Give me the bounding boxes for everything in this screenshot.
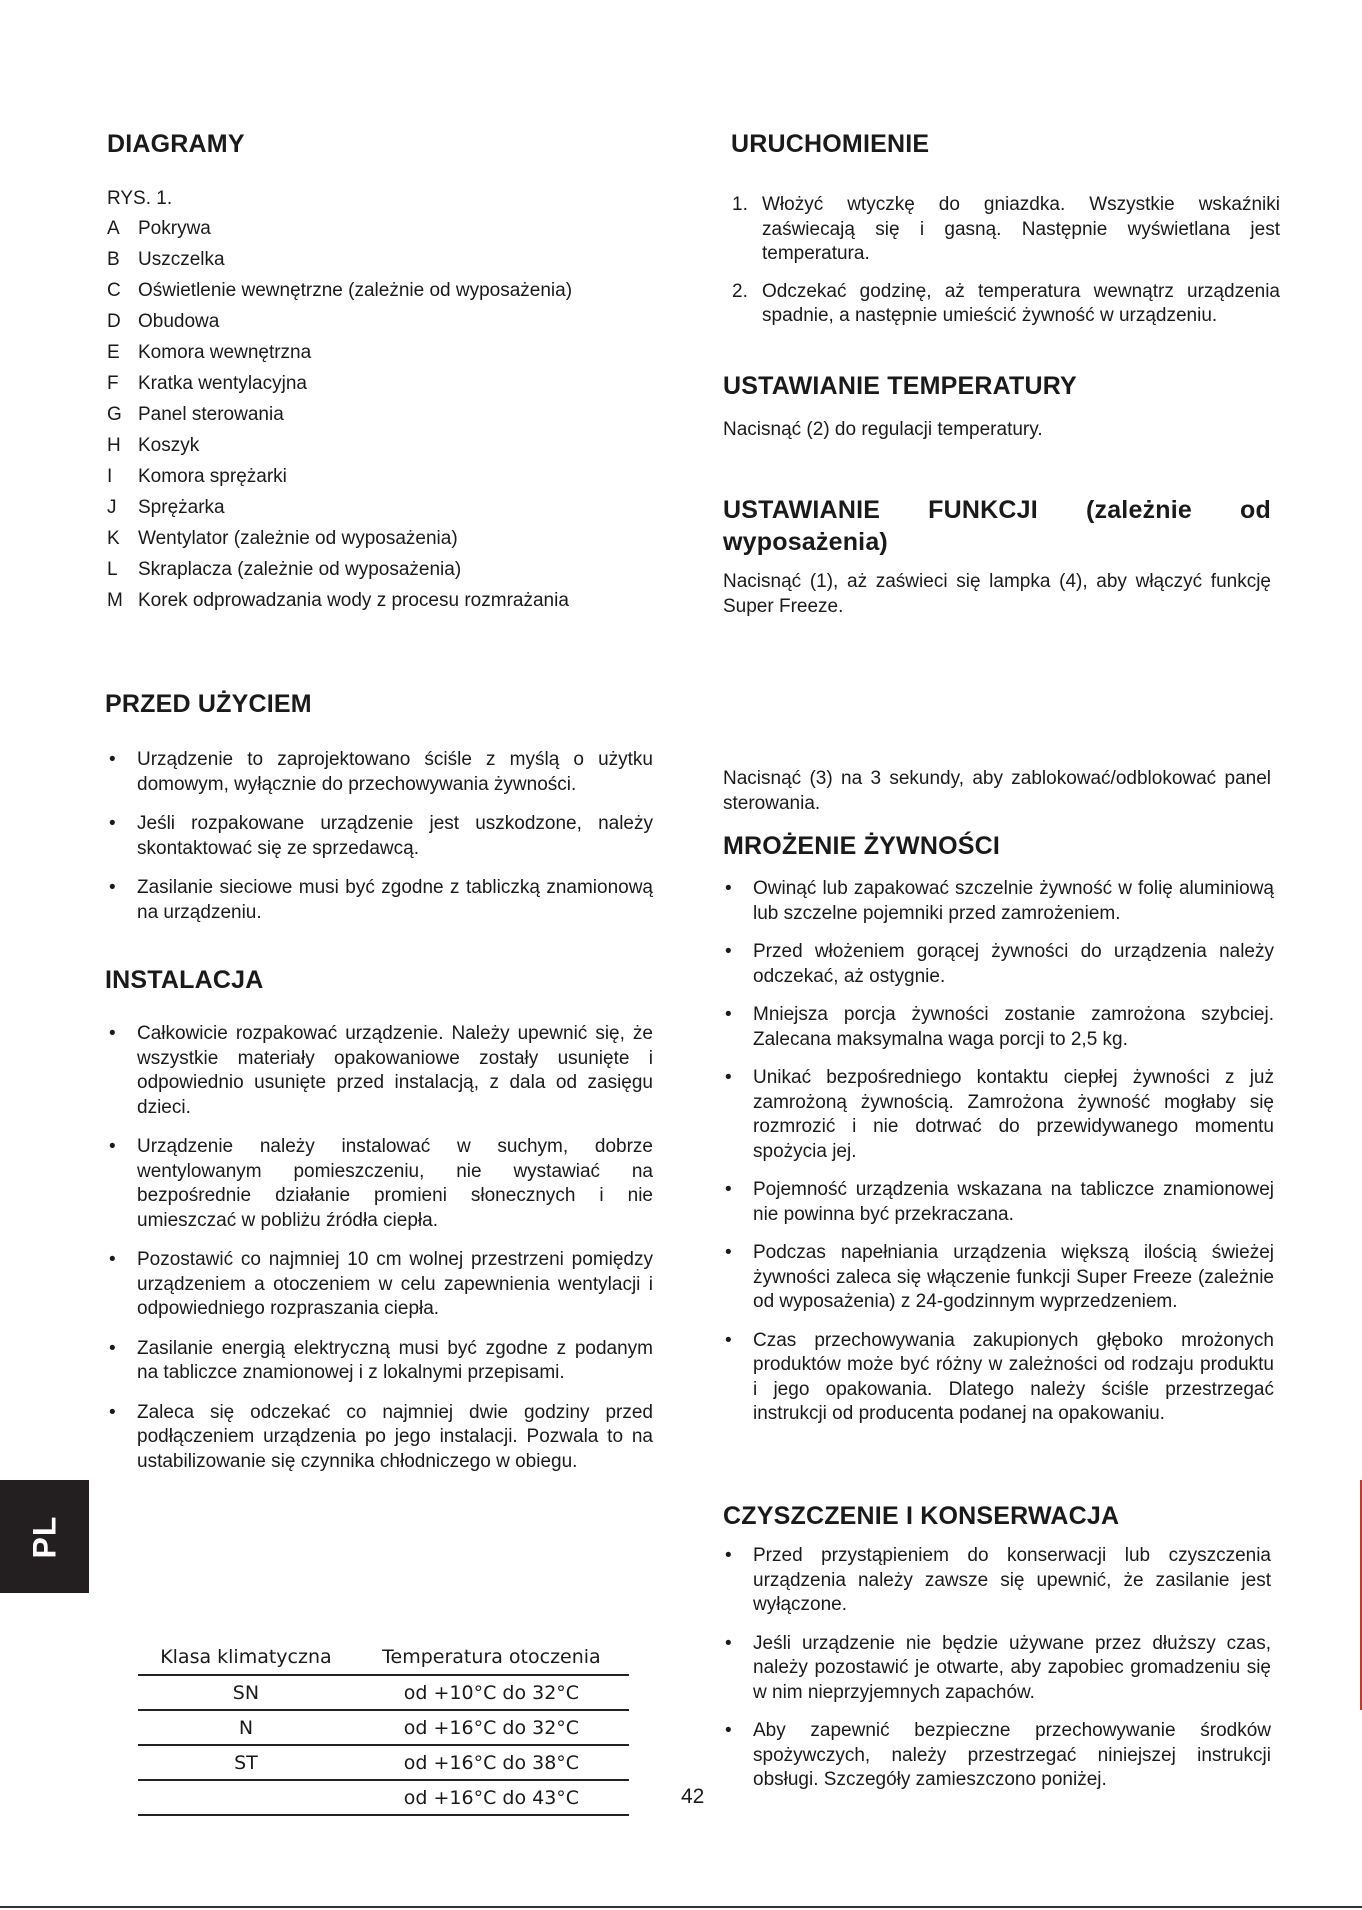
list-item: • Urządzenie to zaprojektowano ściśle z myślą o użytku domowym, wyłącznie do przechowywania żywności. <box>107 748 653 797</box>
list-item: • Czas przechowywania zakupionych głęboko mrożonych produktów może być różny w zależności od rodzaju produktu i jego opakowania. Dlatego należy ściśle przestrzegać instrukcji od producenta podanej na opakowaniu. <box>723 1329 1274 1427</box>
part-key: G <box>107 404 122 425</box>
diagram-part-item <box>107 310 219 334</box>
list-item: • Urządzenie należy instalować w suchym, dobrze wentylowanym pomieszczeniu, nie wystawiać na bezpośrednie działanie promieni słonecznych i nie umieszczać w pobliżu źródła ciepła. <box>107 1135 653 1233</box>
przed-uzyciem-list <box>107 748 653 925</box>
list-number: 1. <box>732 194 748 215</box>
list-item: • Zaleca się odczekać co najmniej dwie godziny przed podłączeniem urządzenia po jego instalacji. Pozwala to na ustabilizowanie się czynnika chłodniczego w obiegu. <box>107 1401 653 1475</box>
diagram-part-item <box>107 372 307 396</box>
part-label: Skraplacza (zależnie od wyposażenia) <box>138 559 462 580</box>
mrozenie-heading: MROŻENIE ŻYWNOŚCI <box>723 832 1001 860</box>
funkcji-text-2: Nacisnąć (3) na 3 sekundy, aby zablokować/odblokować panel sterowania. <box>723 768 1271 814</box>
uruchomienie-heading: URUCHOMIENIE <box>731 130 930 158</box>
diagram-part-item <box>107 558 461 582</box>
part-key: F <box>107 373 119 394</box>
part-key: E <box>107 342 120 363</box>
diagram-part-item <box>107 496 225 520</box>
diagram-part-item <box>107 248 225 272</box>
part-label: Sprężarka <box>138 497 225 518</box>
list-item: • Całkowicie rozpakować urządzenie. Należy upewnić się, że wszystkie materiały opakowaniowe zostały usunięte i odpowiednio usunięte przed instalacją, z dala od zasięgu dzieci. <box>107 1022 653 1120</box>
climate-class-table <box>138 1640 629 1816</box>
page-number: 42 <box>681 1785 705 1808</box>
table-row <box>138 1780 629 1815</box>
list-item: • Mniejsza porcja żywności zostanie zamrożona szybciej. Zalecana maksymalna waga porcji to 2,5 kg. <box>723 1003 1274 1052</box>
list-text: Włożyć wtyczkę do gniazdka. Wszystkie wskaźniki zaświecają się i gasną. Następnie wyświetlana jest temperatura. <box>762 194 1280 264</box>
ustawianie-temperatury-heading: USTAWIANIE TEMPERATURY <box>723 372 1077 400</box>
table-header: Klasa klimatyczna <box>138 1640 354 1675</box>
table-cell: od +16°C do 43°C <box>354 1780 629 1815</box>
przed-uzyciem-heading: PRZED UŻYCIEM <box>105 690 312 718</box>
mrozenie-list <box>723 877 1274 1427</box>
list-item <box>724 280 1280 329</box>
table-cell: od +16°C do 38°C <box>354 1745 629 1780</box>
part-key: M <box>107 590 123 611</box>
part-key: A <box>107 218 120 239</box>
diagramy-heading: DIAGRAMY <box>107 130 245 158</box>
instalacja-heading: INSTALACJA <box>105 966 264 994</box>
list-item: • Zasilanie energią elektryczną musi być zgodne z podanym na tabliczce znamionowej i z lokalnymi przepisami. <box>107 1337 653 1386</box>
instalacja-list <box>107 1022 653 1474</box>
bottom-rule <box>0 1906 1362 1908</box>
list-item: • Pozostawić co najmniej 10 cm wolnej przestrzeni pomiędzy urządzeniem a otoczeniem w celu zapewnienia wentylacji i odpowiedniego rozpraszania ciepła. <box>107 1248 653 1322</box>
list-item: • Jeśli rozpakowane urządzenie jest uszkodzone, należy skontaktować się ze sprzedawcą. <box>107 812 653 861</box>
diagram-part-item <box>107 403 284 427</box>
diagram-part-item <box>107 465 287 489</box>
part-label: Oświetlenie wewnętrzne (zależnie od wyposażenia) <box>138 280 573 301</box>
part-label: Komora wewnętrzna <box>138 342 312 363</box>
table-cell: ST <box>138 1745 354 1780</box>
part-label: Wentylator (zależnie od wyposażenia) <box>138 528 458 549</box>
list-text: Odczekać godzinę, aż temperatura wewnątrz urządzenia spadnie, a następnie umieścić żywność w urządzeniu. <box>762 280 1280 326</box>
part-key: L <box>107 559 118 580</box>
language-tab-label: PL <box>26 1515 62 1558</box>
table-header: Temperatura otoczenia <box>354 1640 629 1675</box>
diagram-part-item <box>107 527 458 551</box>
table-row <box>138 1745 629 1780</box>
list-item: • Unikać bezpośredniego kontaktu ciepłej żywności z już zamrożoną żywnością. Zamrożona żywność mogłaby się rozmrozić i nie dotrwać do przewidywanego momentu spożycia jej. <box>723 1066 1274 1164</box>
part-key: I <box>107 466 113 487</box>
czyszczenie-list <box>723 1544 1271 1793</box>
list-item: • Zasilanie sieciowe musi być zgodne z tabliczką znamionową na urządzeniu. <box>107 876 653 925</box>
diagram-part-item <box>107 341 311 365</box>
table-cell: od +10°C do 32°C <box>354 1675 629 1710</box>
list-item: • Podczas napełniania urządzenia większą ilością świeżej żywności zaleca się włączenie funkcji Super Freeze (zależnie od wyposażenia) z 24-godzinnym wyprzedzeniem. <box>723 1241 1274 1315</box>
figure-label: RYS. 1. <box>107 188 173 209</box>
list-item: • Pojemność urządzenia wskazana na tabliczce znamionowej nie powinna być przekraczana. <box>723 1178 1274 1227</box>
list-item: • Owinąć lub zapakować szczelnie żywność w folię aluminiową lub szczelne pojemniki przed zamrożeniem. <box>723 877 1274 926</box>
funkcji-text: Nacisnąć (1), aż zaświeci się lampka (4), aby włączyć funkcję Super Freeze. <box>723 571 1271 617</box>
part-key: C <box>107 280 121 301</box>
part-label: Kratka wentylacyjna <box>138 373 307 394</box>
part-key: K <box>107 528 120 549</box>
language-tab <box>0 1480 89 1593</box>
list-item: • Przed przystąpieniem do konserwacji lub czyszczenia urządzenia należy zawsze się upewnić, że zasilanie jest wyłączone. <box>723 1544 1271 1618</box>
part-label: Uszczelka <box>138 249 225 270</box>
table-row <box>138 1710 629 1745</box>
part-label: Panel sterowania <box>138 404 284 425</box>
part-label: Obudowa <box>138 311 220 332</box>
list-item: • Przed włożeniem gorącej żywności do urządzenia należy odczekać, aż ostygnie. <box>723 940 1274 989</box>
table-cell: SN <box>138 1675 354 1710</box>
list-item: • Aby zapewnić bezpieczne przechowywanie środków spożywczych, należy przestrzegać niniejszej instrukcji obsługi. Szczegóły zamieszczono poniżej. <box>723 1719 1271 1793</box>
diagram-part-item <box>107 589 569 613</box>
czyszczenie-heading: CZYSZCZENIE I KONSERWACJA <box>723 1502 1120 1530</box>
temperatura-text: Nacisnąć (2) do regulacji temperatury. <box>723 419 1043 440</box>
table-cell <box>138 1780 354 1815</box>
table-cell: od +16°C do 32°C <box>354 1710 629 1745</box>
diagram-part-item <box>107 279 572 303</box>
list-item <box>724 193 1280 267</box>
table-header-row <box>138 1640 629 1675</box>
part-key: J <box>107 497 117 518</box>
part-key: H <box>107 435 121 456</box>
diagram-part-item <box>107 434 199 458</box>
diagram-part-item <box>107 217 211 241</box>
part-key: B <box>107 249 120 270</box>
part-label: Korek odprowadzania wody z procesu rozmrażania <box>138 590 569 611</box>
heading-text: USTAWIANIE FUNKCJI (zależnie od wyposażenia) <box>723 496 1271 556</box>
table-row <box>138 1675 629 1710</box>
list-number: 2. <box>732 280 748 302</box>
part-label: Pokrywa <box>138 218 211 239</box>
part-label: Komora sprężarki <box>138 466 287 487</box>
list-item: • Jeśli urządzenie nie będzie używane przez dłuższy czas, należy pozostawić je otwarte, aby zapobiec gromadzeniu się w nim nieprzyjemnych zapachów. <box>723 1632 1271 1706</box>
uruchomienie-list <box>724 193 1280 329</box>
table-cell: N <box>138 1710 354 1745</box>
ustawianie-funkcji-heading <box>723 494 1271 558</box>
part-key: D <box>107 311 121 332</box>
part-label: Koszyk <box>138 435 200 456</box>
